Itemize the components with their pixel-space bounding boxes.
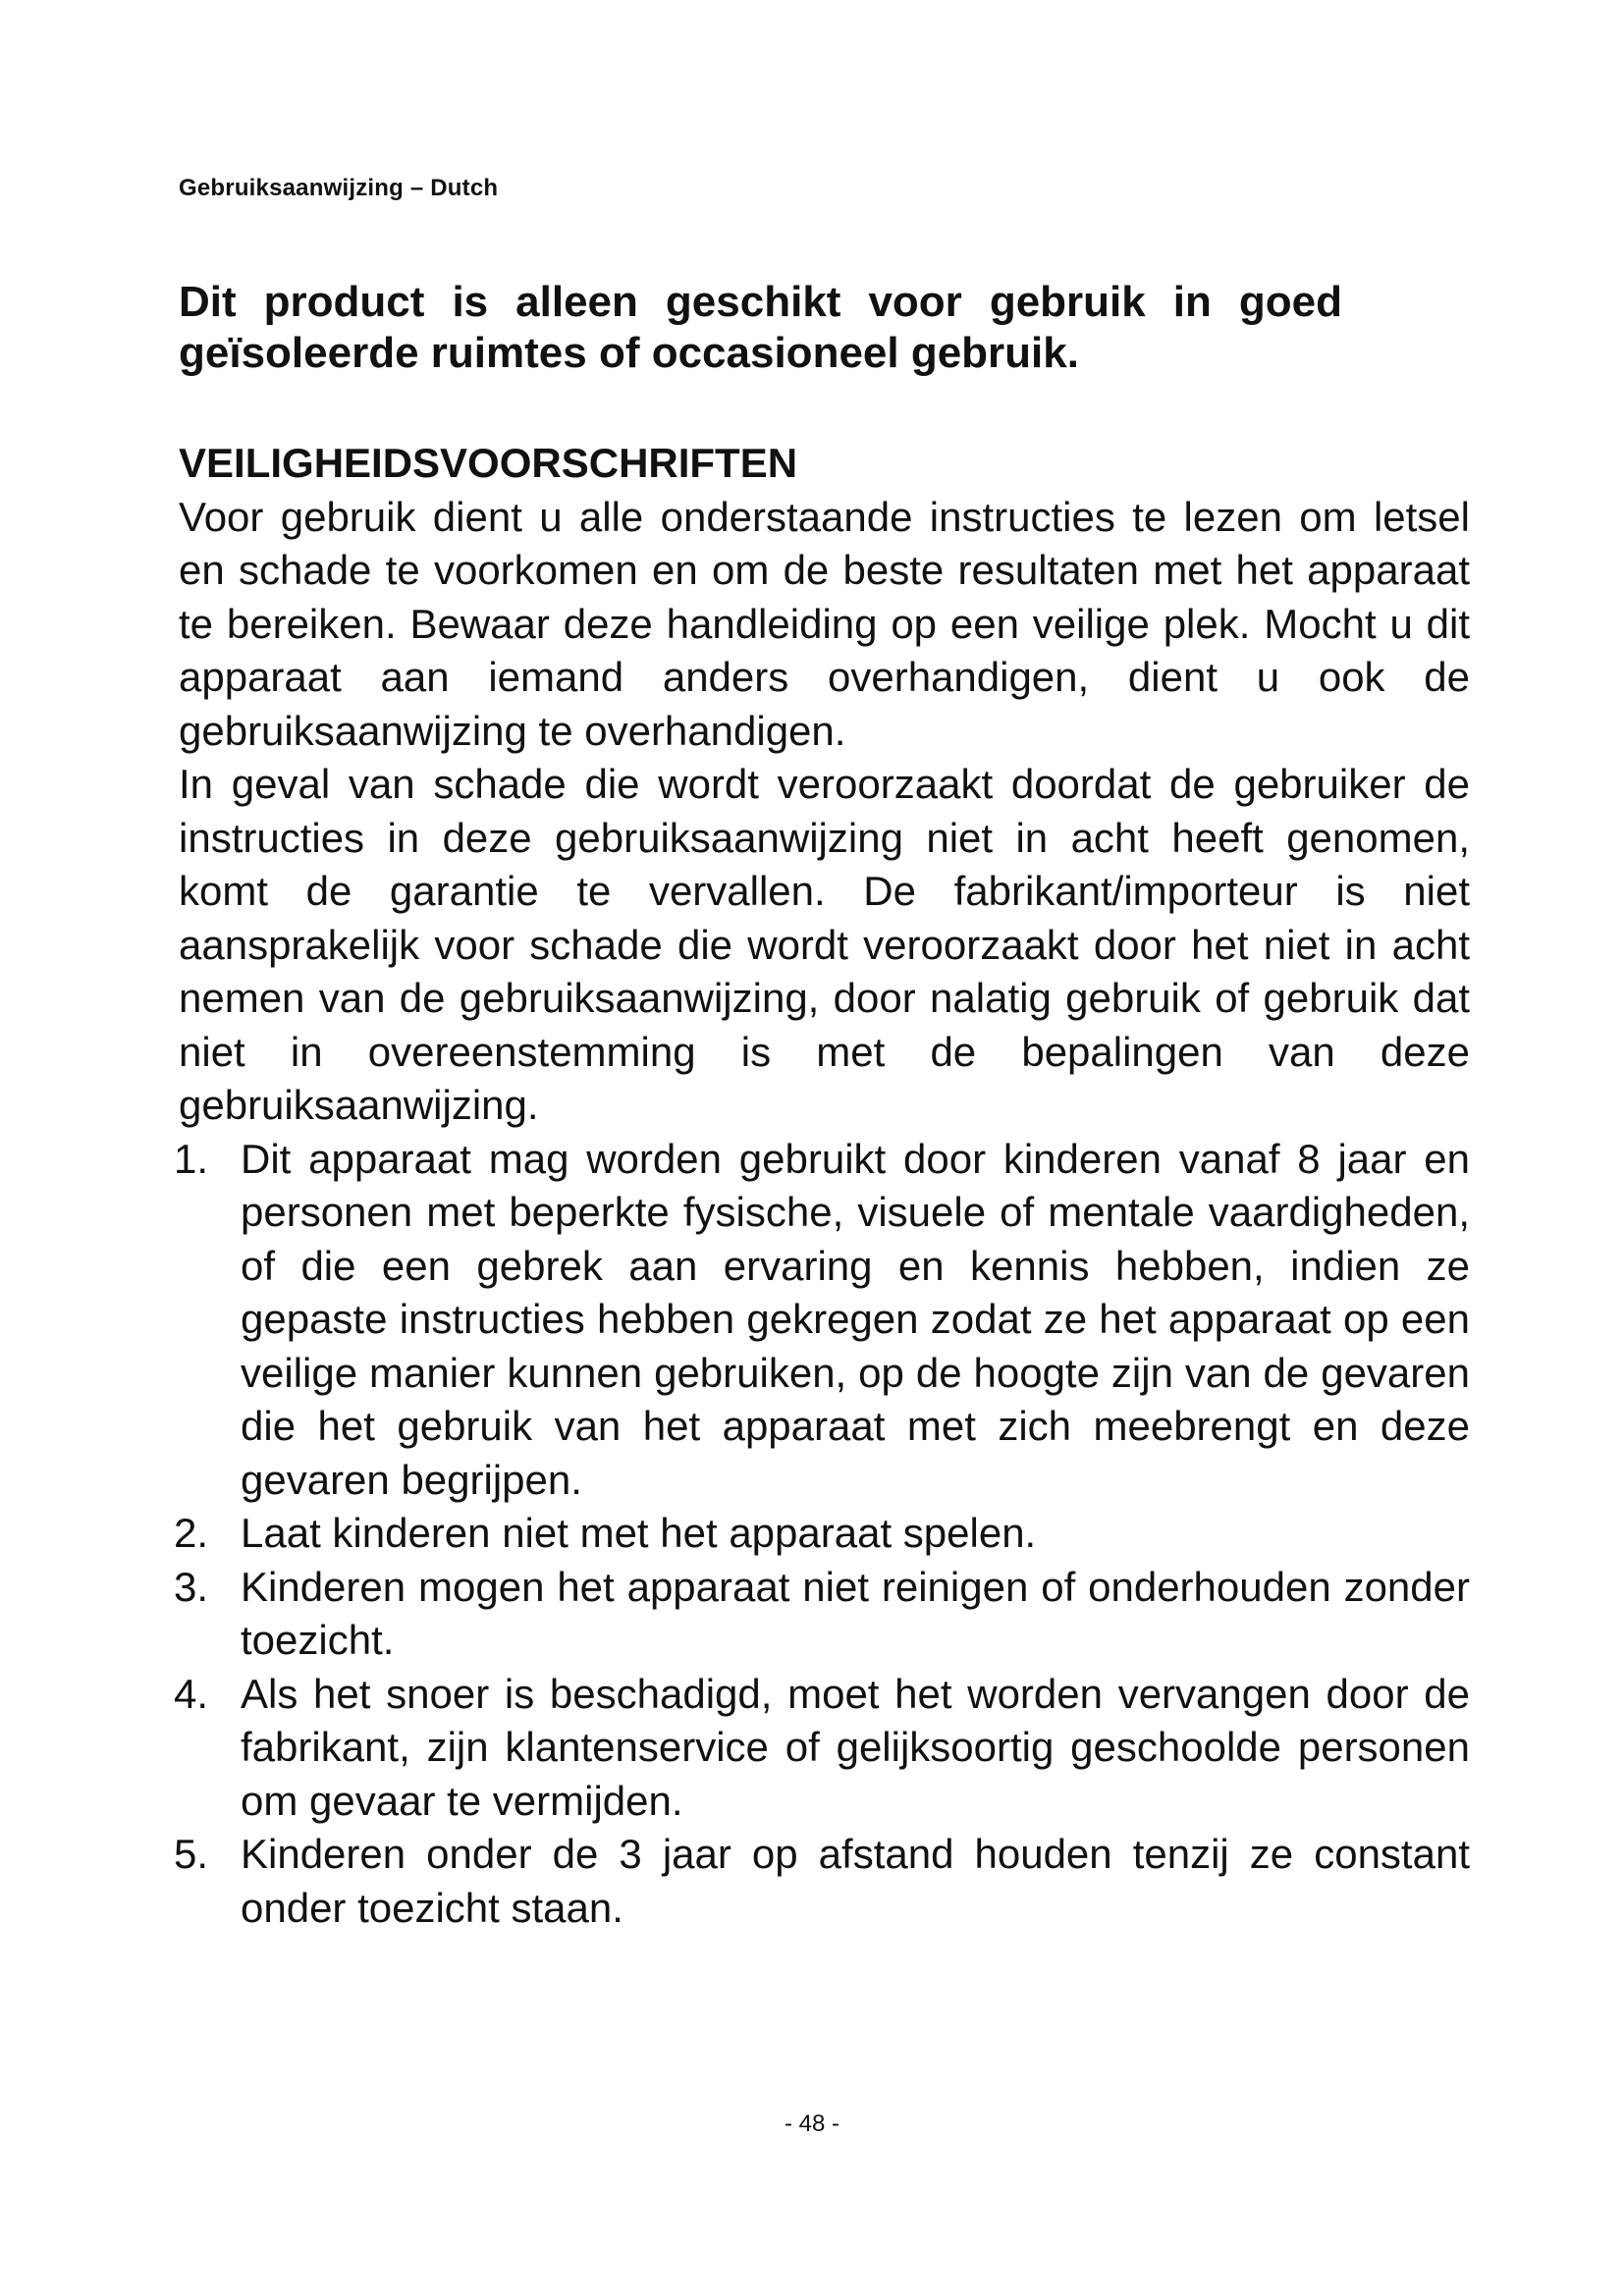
page-number: - 48 - — [784, 2110, 839, 2137]
intro-paragraph: Voor gebruik dient u alle onderstaande instructies te lezen om letsel en schade te voorkomen en om de beste resultaten met het apparaat te bereiken. Bewaar deze handleiding op een veilige plek. Mocht u dit apparaat aan iemand anders overhandigen, dient u ook de gebruiksaanwijzing te overhandigen. — [179, 493, 1470, 754]
list-item — [173, 1561, 1470, 1668]
liability-paragraph: In geval van schade die wordt veroorzaakt doordat de gebruiker de instructies in deze gebruiksaanwijzing niet in acht heeft genomen, komt de garantie te vervallen. De fabrikant/importeur is niet aansprakelijk voor schade die wordt veroorzaakt door het niet in acht nemen van de gebruiksaanwijzing, door nalatig gebruik of gebruik dat niet in overeenstemming is met de bepalingen van deze gebruiksaanwijzing. — [179, 761, 1470, 1128]
list-item-text: Laat kinderen niet met het apparaat spelen. — [241, 1510, 1037, 1556]
list-item-text: Kinderen onder de 3 jaar op afstand houden tenzij ze constant onder toezicht staan. — [241, 1831, 1470, 1931]
list-item-number: 3. — [173, 1563, 208, 1610]
list-item-number: 2. — [173, 1510, 208, 1556]
list-item-text: Kinderen mogen het apparaat niet reinigen of onderhouden zonder toezicht. — [241, 1563, 1470, 1663]
list-item — [173, 1668, 1470, 1829]
list-item-text: Als het snoer is beschadigd, moet het worden vervangen door de fabrikant, zijn klantenservice of gelijksoortig geschoolde personen om gevaar te vermijden. — [241, 1670, 1470, 1824]
list-item — [173, 1828, 1470, 1935]
list-item-number: 5. — [173, 1831, 208, 1877]
list-item-number: 1. — [173, 1135, 208, 1182]
list-item — [173, 1133, 1470, 1508]
list-item-number: 4. — [173, 1670, 208, 1717]
running-header: Gebruiksaanwijzing – Dutch — [179, 175, 499, 201]
section-heading: VEILIGHEIDSVOORSCHRIFTEN — [179, 440, 798, 486]
list-item-text: Dit apparaat mag worden gebruikt door kinderen vanaf 8 jaar en personen met beperkte fysische, visuele of mentale vaardigheden, of die een gebrek aan ervaring en kennis hebben, indien ze gepaste instructies hebben gekregen zodat ze het apparaat op een veilige manier kunnen gebruiken, op de hoogte zijn van de gevaren die het gebruik van het apparaat met zich meebrengt en deze gevaren begrijpen. — [241, 1135, 1470, 1503]
usage-notice: Dit product is alleen geschikt voor gebruik in goed geïsoleerde ruimtes of occasioneel gebruik. — [179, 278, 1342, 377]
safety-rules-list — [173, 1133, 1485, 1936]
list-item — [173, 1507, 1470, 1561]
safety-section — [173, 437, 1485, 1935]
